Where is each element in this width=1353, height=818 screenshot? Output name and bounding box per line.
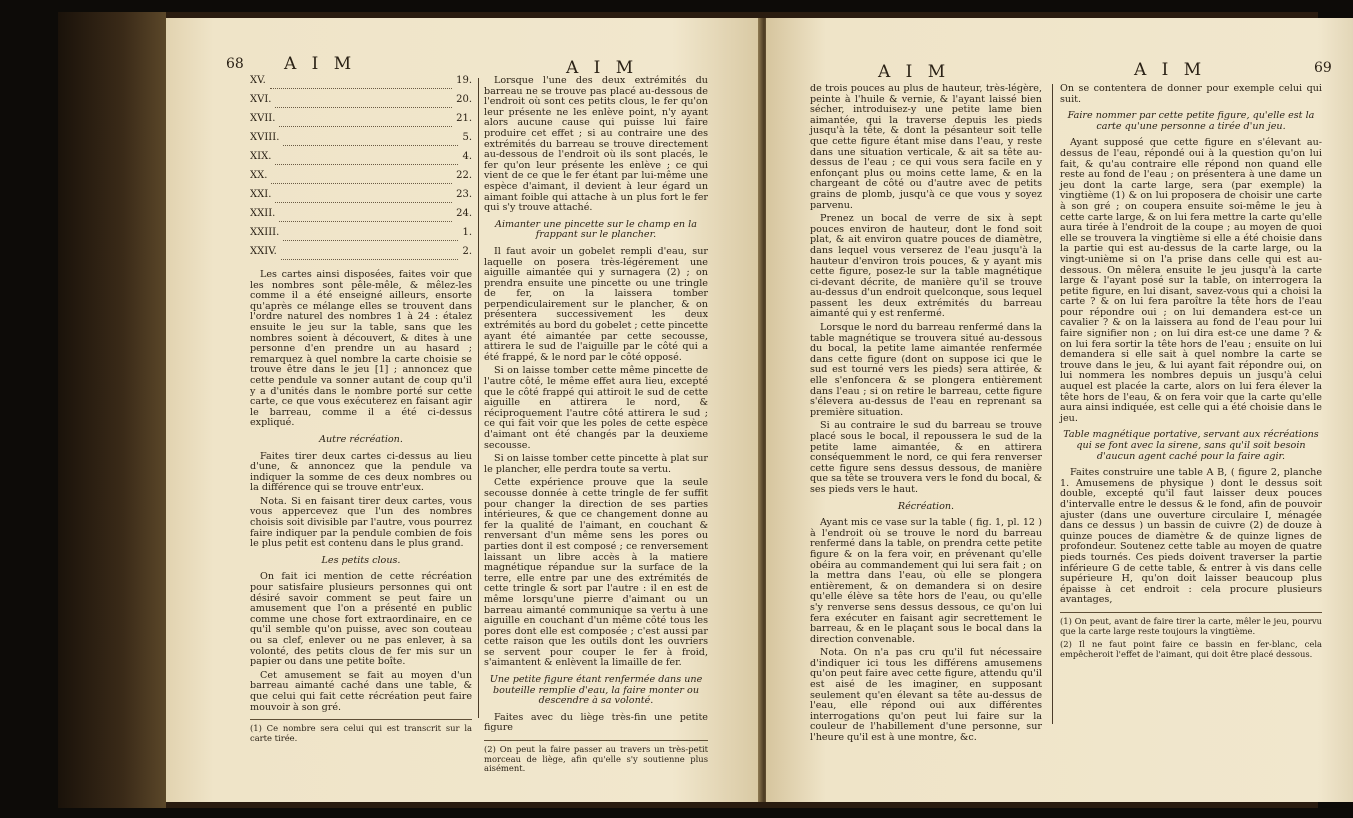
page-number: 68 bbox=[226, 56, 244, 72]
running-head: A I M bbox=[1134, 60, 1207, 80]
paragraph: Si on laisse tomber cette pincette à plat sur le plancher, elle perdra toute sa vertu. bbox=[484, 453, 708, 475]
numbers-table bbox=[250, 76, 472, 266]
paragraph: de trois pouces au plus de hauteur, très-légère, peinte à l'huile & vernie, & l'ayant laissé bien sécher, introduisez-y une petite lame bien aimantée, qui la traverse depuis les pieds jusqu'à la tête, & dont la pésanteur soit telle que cette figure étant mise dans l'eau, y reste dans une situation verticale, & ait sa tête au-dessus de l'eau ; ce qui vous sera facile en y enfonçant plus ou moins cette lame, & en la chargeant de côté ou d'autre avec de petits grains de plomb, jusqu'à ce que vous y soyez parvenu. bbox=[810, 83, 1042, 211]
table-row: XXI. 23. bbox=[250, 190, 472, 209]
section-heading: Les petits clous. bbox=[321, 554, 401, 566]
paragraph: Il faut avoir un gobelet rempli d'eau, sur laquelle on posera très-légérement une aiguille aimantée qui y surnagera (2) ; on prendra ensuite une pincette ou une tringle de fer, on la laissera tomber perpendiculairement sur le plancher, & on présentera successivement les deux extrémités au bord du gobelet ; cette pincette ayant été aimantée par cette secousse, attirera le sud de l'aiguille par le côté qui a été frappé, & le nord par le côté opposé. bbox=[484, 245, 708, 363]
footnote: (2) On peut la faire passer au travers un très-petit morceau de liège, afin qu'elle s'y soutienne plus aisément. bbox=[484, 740, 708, 774]
table-row: XV. 19. bbox=[250, 76, 472, 95]
paragraph: Si on laisse tomber cette même pincette de l'autre côté, le même effet aura lieu, excepté que le côté frappé qui attiroit le sud de cette aiguille en attirera le nord, & réciproquement l'autre côté attirera le sud ; ce qui fait voir que les poles de cette espèce d'aimant ont été changés par la deuxieme secousse. bbox=[484, 365, 708, 451]
table-row: XXII. 24. bbox=[250, 209, 472, 228]
table-row: XVIII. 5. bbox=[250, 133, 472, 152]
paragraph: Ayant mis ce vase sur la table ( fig. 1, pl. 12 ) à l'endroit où se trouve le nord du barreau renfermé dans la table, on prendra cette petite figure & on la fera voir, en prévenant qu'elle obéira au commandement qui lui sera fait ; on la mettra dans l'eau, où elle se plongera entièrement, & on demandera si on desire qu'elle élève sa tête hors de l'eau, ou qu'elle s'y renverse sens dessus dessous, ce qu'on lui fera exécuter en faisant agir secrettement le barreau, & en le plaçant sous le bocal dans la direction convenable. bbox=[810, 517, 1042, 645]
paragraph: Nota. On n'a pas cru qu'il fut nécessaire d'indiquer ici tous les différens amusemens qu'on peut faire avec cette figure, attendu qu'il est aisé de les imaginer, en supposant seulement qu'en élevant sa tête au-dessus de l'eau, elle répond oui aux différentes interrogations qu'on peut lui faire sur la couleur de l'habillement d'une personne, sur l'heure qu'il est à une montre, &c. bbox=[810, 647, 1042, 744]
right-page bbox=[766, 18, 1353, 802]
running-head: A I M bbox=[284, 54, 357, 74]
column-divider bbox=[478, 78, 479, 718]
paragraph: Cet amusement se fait au moyen d'un barreau aimanté caché dans une table, & que celui qui fait cette récréation peut faire mouvoir à son gré. bbox=[250, 669, 472, 713]
right-column-2 bbox=[1060, 84, 1322, 659]
paragraph: Lorsque l'une des deux extrémités du barreau ne se trouve pas placé au-dessous de l'endroit où sont ces petits clous, le fer qu'on leur présente ne les enlève point, n'y ayant alors aucune cause qui puisse lui faire produire cet effet ; si au contraire une des extrémités du barreau se trouve directement au-dessous de l'endroit où ils sont placés, le fer qu'on leur présente les enlève ; ce qui vient de ce que le fer étant par lui-même une espèce d'aimant, il devient à leur égard un aimant foible qui attache à un plus fort le fer qui s'y trouve attaché. bbox=[484, 75, 708, 214]
paragraph: Ayant supposé que cette figure en s'élevant au-dessus de l'eau, répondé oui à la question qu'on lui fait, & qu'au contraire elle répond non quand elle reste au fond de l'eau ; on présentera à une dame un jeu dont la carte large, sera (par exemple) la vingtième (1) & on lui proposera de choisir une carte à son gré ; on coupera ensuite soi-même le jeu à cette carte large, & on lui fera mettre la carte qu'elle aura tirée à l'endroit de la coupe ; au moyen de quoi elle se trouvera la vingtième si elle a été choisie dans la partie qui est au-dessus de la carte large, ou la vingt-unième si on l'a prise dans celle qui est au-dessous. On mêlera ensuite le jeu jusqu'à la carte large & l'ayant posé sur la table, on interrogera la petite figure, en lui disant, savez-vous qui a choisi la carte ? & on lui fera paroître la tête hors de l'eau pour répondre oui ; on lui demandera est-ce un cavalier ? & on la laissera au fond de l'eau pour lui faire signifier non ; on lui dira est-ce une dame ? & on lui fera sortir la tête hors de l'eau ; ensuite on lui demandera si elle sait à quel nombre la carte se trouve dans le jeu, & lui ayant fait répondre oui, on lui nommera les nombres depuis un jusqu'à celui auquel est placée la carte, alors on lui fera élever la tête hors de l'eau, & on fera voir que la carte qu'elle aura ainsi indiquée, est celle qui a été choisie dans le jeu. bbox=[1060, 137, 1322, 424]
left-column-2 bbox=[484, 76, 708, 774]
footnote: (2) Il ne faut point faire ce bassin en fer-blanc, cela empêcheroit l'effet de l'aimant, qui doit être placé dessous. bbox=[1060, 639, 1322, 659]
column-divider bbox=[1052, 84, 1053, 724]
table-row: XXIV. 2. bbox=[250, 247, 472, 266]
paragraph: Faites avec du liège très-fin une petite figure bbox=[484, 711, 708, 734]
running-head: A I M bbox=[566, 58, 639, 78]
book-edge bbox=[58, 12, 166, 808]
section-heading: Faire nommer par cette petite figure, qu'elle est la carte qu'une personne a tirée d'un jeu. bbox=[1067, 110, 1315, 132]
left-page bbox=[166, 18, 762, 802]
table-row: XXIII. 1. bbox=[250, 228, 472, 247]
table-row: XX. 22. bbox=[250, 171, 472, 190]
paragraph: On se contentera de donner pour exemple celui qui suit. bbox=[1060, 83, 1322, 105]
section-heading: Table magnétique portative, servant aux récréations qui se font avec la sirene, sans qu'il soit besoin d'aucun agent caché pour la faire agir. bbox=[1063, 429, 1319, 462]
paragraph: Prenez un bocal de verre de six à sept pouces environ de hauteur, dont le fond soit plat, & ait environ quatre pouces de diamètre, dans lequel vous verserez de l'eau jusqu'à la hauteur d'environ trois pouces, & y ayant mis cette figure, posez-le sur la table magnétique ci-devant décrite, de manière qu'il se trouve au-dessus d'un endroit quelconque, sous lequel passent les deux extrémités du barreau aimanté qui y est renfermé. bbox=[810, 213, 1042, 320]
paragraph: Si au contraire le sud du barreau se trouve placé sous le bocal, il repoussera le sud de la petite lame aimantée, & en attirera conséquemment le nord, ce qui fera renverser cette figure sens dessus dessous, de manière que sa tête se trouvera vers le fond du bocal, & ses pieds vers le haut. bbox=[810, 420, 1042, 495]
footnote: (1) On peut, avant de faire tirer la carte, mêler le jeu, pourvu que la carte large reste toujours la vingtième. bbox=[1060, 612, 1322, 636]
table-row: XVI. 20. bbox=[250, 95, 472, 114]
table-row: XIX. 4. bbox=[250, 152, 472, 171]
paragraph: Nota. Si en faisant tirer deux cartes, vous vous appercevez que l'un des nombres choisis soit divisible par l'autre, vous pourrez faire indiquer par la pendule combien de fois le plus petit est contenu dans le plus grand. bbox=[250, 495, 472, 550]
paragraph: Faites construire une table A B, ( figure 2, planche 1. Amusemens de physique ) dont le dessus soit double, excepté qu'il faut laisser deux pouces d'intervalle entre le dessus & le fond, afin de pouvoir ajuster (dans une ouverture circulaire I, ménagée dans ce dessus ) un bassin de cuivre (2) de douze à quinze pouces de diamètre & de quinze lignes de profondeur. Soutenez cette table au moyen de quatre pieds tournés. Ces pieds doivent traverser la partie inférieure G de cette table, & entrer à vis dans celle supérieure H, qu'on doit laisser beaucoup plus épaisse à cet endroit : cela procure plusieurs avantages, bbox=[1060, 467, 1322, 606]
section-heading: Récréation. bbox=[897, 500, 955, 512]
paragraph: Faites tirer deux cartes ci-dessus au lieu d'une, & annoncez que la pendule va indiquer la somme de ces deux nombres ou la différence qui se trouve entr'eux. bbox=[250, 450, 472, 494]
paragraph: On fait ici mention de cette récréation pour satisfaire plusieurs personnes qui ont désiré savoir comment se peut faire un amusement que l'on a présenté en public comme une chose fort extraordinaire, en ce qu'il semble qu'on puisse, avec son couteau ou sa clef, enlever ou ne pas enlever, à sa volonté, des petits clous de fer mis sur un papier ou dans une petite boîte. bbox=[250, 571, 472, 668]
section-heading: Autre récréation. bbox=[319, 433, 403, 445]
section-heading: Une petite figure étant renfermée dans une bouteille remplie d'eau, la faire monter ou descendre à sa volonté. bbox=[489, 674, 703, 707]
paragraph: Cette expérience prouve que la seule secousse donnée à cette tringle de fer suffit pour changer la direction de ses parties intérieures, & que ce changement donne au fer la qualité de l'aimant, en couchant & renversant d'un même sens les pores ou parties dont il est composé ; ce renversement laissant un libre accès à la matiere magnétique répandue sur la surface de la terre, elle entre par une des extrémités de cette tringle & sort par l'autre : il en est de même lorsqu'une pierre d'aimant ou un barreau aimanté communique sa vertu à une aiguille en couchant d'un même côté tous les pores dont elle est composée ; c'est aussi par cette raison que les outils dont les ouvriers se servent pour couper le fer à froid, s'aimantent & enlèvent la limaille de fer. bbox=[484, 477, 708, 669]
section-heading: Aimanter une pincette sur le champ en la frappant sur le plancher. bbox=[495, 218, 697, 241]
right-column-1 bbox=[810, 84, 1042, 747]
footnote: (1) Ce nombre sera celui qui est transcrit sur la carte tirée. bbox=[250, 719, 472, 743]
table-row: XVII. 21. bbox=[250, 114, 472, 133]
running-head: A I M bbox=[878, 62, 951, 82]
paragraph: Les cartes ainsi disposées, faites voir que les nombres sont pêle-mêle, & mêlez-les comme il a été enseigné ailleurs, ensorte qu'après ce mélange elles se trouvent dans l'ordre naturel des nombres 1 à 24 : étalez ensuite le jeu sur la table, sans que les nombres soient à découvert, & dites à une personne d'en prendre un au hasard ; remarquez à quel nombre la carte choisie se trouve être dans le jeu [1] ; annoncez que cette pendule va sonner autant de coup qu'il y a d'unités dans le nombre porté sur cette carte, ce que vous exécuterez en faisant agir le barreau, comme il a été ci-dessus expliqué. bbox=[250, 269, 472, 429]
left-column-1 bbox=[250, 76, 472, 743]
page-number: 69 bbox=[1314, 60, 1332, 76]
book-spread bbox=[58, 12, 1332, 808]
paragraph: Lorsque le nord du barreau renfermé dans la table magnétique se trouvera situé au-dessous du bocal, la petite lame aimantée renfermée dans cette figure (dont on suppose ici que le sud est tourné vers les pieds) sera attirée, & elle s'enfoncera & se plongera entièrement dans l'eau ; si on retire le barreau, cette figure s'élevera au-dessus de l'eau en reprenant sa première situation. bbox=[810, 322, 1042, 418]
